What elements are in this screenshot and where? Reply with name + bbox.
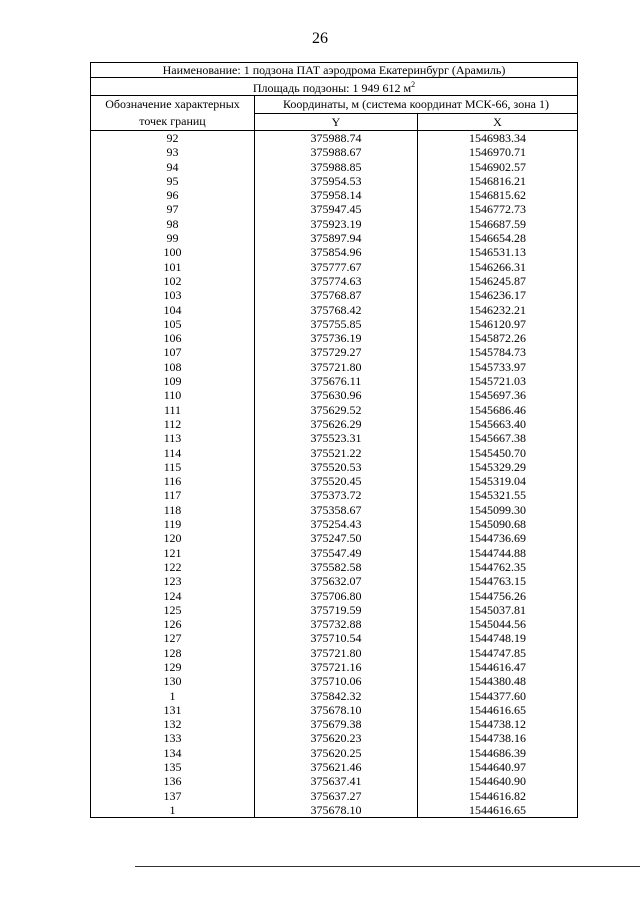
coord-y: 375632.07 [255, 574, 418, 588]
table-row [91, 689, 578, 703]
point-number: 120 [91, 531, 255, 545]
table-row [91, 317, 578, 331]
page-number: 26 [312, 30, 328, 47]
point-number: 126 [91, 617, 255, 631]
point-number: 123 [91, 574, 255, 588]
coord-y: 375373.72 [255, 488, 418, 502]
point-number: 115 [91, 460, 255, 474]
coord-y: 375520.53 [255, 460, 418, 474]
table-row [91, 145, 578, 159]
table-row [91, 274, 578, 288]
table-row [91, 646, 578, 660]
point-number: 110 [91, 388, 255, 402]
point-number: 127 [91, 631, 255, 645]
coord-y: 375897.94 [255, 231, 418, 245]
coord-y: 375854.96 [255, 245, 418, 259]
coord-y: 375732.88 [255, 617, 418, 631]
coord-x: 1545090.68 [418, 517, 578, 531]
table-row [91, 574, 578, 588]
table-row [91, 517, 578, 531]
page-bottom-rule [135, 866, 640, 867]
table-body [91, 131, 578, 818]
point-number: 94 [91, 160, 255, 174]
point-number: 121 [91, 546, 255, 560]
point-number: 92 [91, 131, 255, 146]
point-number: 100 [91, 245, 255, 259]
coord-x: 1546266.31 [418, 260, 578, 274]
table-row [91, 488, 578, 502]
coord-x: 1545733.97 [418, 360, 578, 374]
point-number: 97 [91, 202, 255, 216]
table-row [91, 546, 578, 560]
coord-y: 375358.67 [255, 503, 418, 517]
point-number: 134 [91, 746, 255, 760]
coord-y: 375729.27 [255, 345, 418, 359]
coord-x: 1546816.21 [418, 174, 578, 188]
point-number: 131 [91, 703, 255, 717]
coord-y: 375637.27 [255, 789, 418, 803]
point-number: 106 [91, 331, 255, 345]
table-row [91, 431, 578, 445]
coord-y: 375620.25 [255, 746, 418, 760]
coord-y: 375842.32 [255, 689, 418, 703]
point-number: 96 [91, 188, 255, 202]
table-row [91, 446, 578, 460]
table-row [91, 174, 578, 188]
point-number: 119 [91, 517, 255, 531]
point-number: 1 [91, 803, 255, 818]
point-number: 117 [91, 488, 255, 502]
point-number: 112 [91, 417, 255, 431]
coord-y: 375626.29 [255, 417, 418, 431]
table-row [91, 674, 578, 688]
table-row [91, 202, 578, 216]
point-number: 93 [91, 145, 255, 159]
table-row [91, 560, 578, 574]
point-number: 104 [91, 303, 255, 317]
coord-x: 1544744.88 [418, 546, 578, 560]
designation-header: Обозначение характерных точек границ [91, 96, 255, 131]
table-row [91, 260, 578, 274]
coord-y: 375988.74 [255, 131, 418, 146]
table-row [91, 160, 578, 174]
coord-y: 375923.19 [255, 217, 418, 231]
coord-x: 1546120.97 [418, 317, 578, 331]
coord-x: 1545037.81 [418, 603, 578, 617]
point-number: 116 [91, 474, 255, 488]
coord-y: 375721.80 [255, 360, 418, 374]
y-header: Y [255, 113, 418, 131]
point-number: 133 [91, 731, 255, 745]
coord-y: 375947.45 [255, 202, 418, 216]
coord-x: 1545099.30 [418, 503, 578, 517]
x-header: X [418, 113, 578, 131]
coordinates-table [90, 62, 578, 818]
table-row [91, 360, 578, 374]
coord-x: 1546815.62 [418, 188, 578, 202]
point-number: 1 [91, 689, 255, 703]
table-row [91, 531, 578, 545]
point-number: 108 [91, 360, 255, 374]
coord-x: 1544616.82 [418, 789, 578, 803]
point-number: 113 [91, 431, 255, 445]
coord-y: 375678.10 [255, 703, 418, 717]
coord-y: 375988.85 [255, 160, 418, 174]
coord-x: 1546245.87 [418, 274, 578, 288]
point-number: 101 [91, 260, 255, 274]
table-row [91, 589, 578, 603]
coord-x: 1544756.26 [418, 589, 578, 603]
table-row [91, 231, 578, 245]
table-row [91, 474, 578, 488]
point-number: 128 [91, 646, 255, 660]
point-number: 114 [91, 446, 255, 460]
coord-y: 375721.16 [255, 660, 418, 674]
coord-x: 1546970.71 [418, 145, 578, 159]
coord-x: 1544762.35 [418, 560, 578, 574]
table-row [91, 603, 578, 617]
coord-x: 1545044.56 [418, 617, 578, 631]
table-row [91, 460, 578, 474]
table-row [91, 331, 578, 345]
point-number: 95 [91, 174, 255, 188]
coord-x: 1544763.15 [418, 574, 578, 588]
point-number: 118 [91, 503, 255, 517]
coord-y: 375620.23 [255, 731, 418, 745]
point-number: 130 [91, 674, 255, 688]
table-row [91, 303, 578, 317]
table-row [91, 731, 578, 745]
coord-x: 1544686.39 [418, 746, 578, 760]
coord-x: 1544640.97 [418, 760, 578, 774]
table-title: Наименование: 1 подзона ПАТ аэродрома Екатеринбург (Арамиль) [91, 63, 578, 78]
table-row [91, 245, 578, 259]
coord-x: 1544616.65 [418, 803, 578, 818]
coord-x: 1545686.46 [418, 403, 578, 417]
coord-x: 1546236.17 [418, 288, 578, 302]
table-row [91, 417, 578, 431]
coord-y: 375774.63 [255, 274, 418, 288]
coord-x: 1546772.73 [418, 202, 578, 216]
coord-x: 1545329.29 [418, 460, 578, 474]
coord-y: 375679.38 [255, 717, 418, 731]
point-number: 109 [91, 374, 255, 388]
coord-x: 1544616.65 [418, 703, 578, 717]
coord-y: 375582.58 [255, 560, 418, 574]
coord-x: 1544736.69 [418, 531, 578, 545]
coord-y: 375736.19 [255, 331, 418, 345]
point-number: 102 [91, 274, 255, 288]
coord-y: 375706.80 [255, 589, 418, 603]
coord-x: 1544616.47 [418, 660, 578, 674]
point-number: 137 [91, 789, 255, 803]
coord-x: 1545784.73 [418, 345, 578, 359]
table-row [91, 217, 578, 231]
coord-x: 1545721.03 [418, 374, 578, 388]
coordinates-header: Координаты, м (система координат МСК-66, зона 1) [255, 96, 578, 114]
coord-x: 1546654.28 [418, 231, 578, 245]
point-number: 125 [91, 603, 255, 617]
table-row [91, 631, 578, 645]
coord-x: 1545697.36 [418, 388, 578, 402]
point-number: 129 [91, 660, 255, 674]
table-row [91, 717, 578, 731]
table-row [91, 503, 578, 517]
coord-y: 375521.22 [255, 446, 418, 460]
coord-y: 375719.59 [255, 603, 418, 617]
coord-y: 375988.67 [255, 145, 418, 159]
coord-x: 1544377.60 [418, 689, 578, 703]
coord-x: 1545667.38 [418, 431, 578, 445]
coord-x: 1545450.70 [418, 446, 578, 460]
coord-y: 375755.85 [255, 317, 418, 331]
point-number: 103 [91, 288, 255, 302]
table-row [91, 746, 578, 760]
coord-y: 375958.14 [255, 188, 418, 202]
coord-x: 1545663.40 [418, 417, 578, 431]
coord-y: 375637.41 [255, 774, 418, 788]
table-row [91, 803, 578, 818]
coord-x: 1544748.19 [418, 631, 578, 645]
coord-y: 375621.46 [255, 760, 418, 774]
area-label [91, 78, 578, 96]
coord-y: 375777.67 [255, 260, 418, 274]
coord-x: 1546687.59 [418, 217, 578, 231]
area-text: Площадь подзоны: 1 949 612 м [252, 81, 412, 95]
table-row [91, 131, 578, 146]
coord-y: 375629.52 [255, 403, 418, 417]
coord-y: 375547.49 [255, 546, 418, 560]
table-row [91, 403, 578, 417]
coord-x: 1544640.90 [418, 774, 578, 788]
table-row [91, 388, 578, 402]
coord-x: 1545321.55 [418, 488, 578, 502]
table-row [91, 789, 578, 803]
point-number: 98 [91, 217, 255, 231]
point-number: 111 [91, 403, 255, 417]
coord-x: 1545319.04 [418, 474, 578, 488]
coord-x: 1546531.13 [418, 245, 578, 259]
point-number: 132 [91, 717, 255, 731]
point-number: 122 [91, 560, 255, 574]
coord-x: 1544738.16 [418, 731, 578, 745]
coord-x: 1544738.12 [418, 717, 578, 731]
coord-y: 375523.31 [255, 431, 418, 445]
coord-y: 375676.11 [255, 374, 418, 388]
table-row [91, 617, 578, 631]
coord-y: 375678.10 [255, 803, 418, 818]
coord-y: 375768.42 [255, 303, 418, 317]
coord-x: 1544747.85 [418, 646, 578, 660]
point-number: 124 [91, 589, 255, 603]
coord-y: 375721.80 [255, 646, 418, 660]
table-row [91, 774, 578, 788]
table-row [91, 760, 578, 774]
area-unit-superscript: 2 [411, 80, 416, 89]
coord-y: 375710.06 [255, 674, 418, 688]
coord-y: 375630.96 [255, 388, 418, 402]
coord-y: 375954.53 [255, 174, 418, 188]
coord-x: 1546232.21 [418, 303, 578, 317]
table-row [91, 374, 578, 388]
table-row [91, 188, 578, 202]
coord-x: 1546983.34 [418, 131, 578, 146]
table-row [91, 703, 578, 717]
coord-y: 375254.43 [255, 517, 418, 531]
point-number: 136 [91, 774, 255, 788]
coord-y: 375710.54 [255, 631, 418, 645]
point-number: 99 [91, 231, 255, 245]
coord-x: 1546902.57 [418, 160, 578, 174]
point-number: 107 [91, 345, 255, 359]
point-number: 105 [91, 317, 255, 331]
coord-y: 375768.87 [255, 288, 418, 302]
point-number: 135 [91, 760, 255, 774]
coord-x: 1544380.48 [418, 674, 578, 688]
table-row [91, 660, 578, 674]
coord-x: 1545872.26 [418, 331, 578, 345]
coord-y: 375247.50 [255, 531, 418, 545]
table-row [91, 345, 578, 359]
table-row [91, 288, 578, 302]
coord-y: 375520.45 [255, 474, 418, 488]
